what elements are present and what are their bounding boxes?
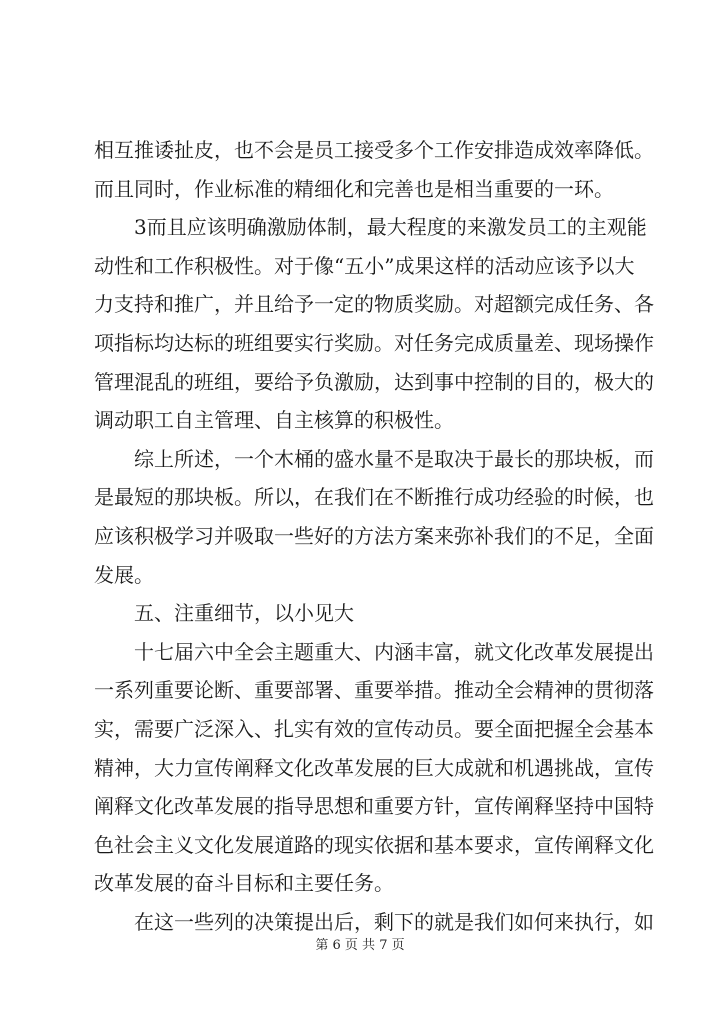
text-line: 3而且应该明确激励体制，最大程度的来激发员工的主观能 <box>134 215 647 240</box>
text-line: 一系列重要论断、重要部署、重要举措。推动全会精神的贯彻落 <box>94 678 654 703</box>
text-line: 动性和工作积极性。对于像“五小”成果这样的活动应该予以大 <box>94 253 635 278</box>
text-line: 相互推诿扯皮，也不会是员工接受多个工作安排造成效率降低。 <box>94 138 654 162</box>
text-line: 而且同时，作业标准的精细化和完善也是相当重要的一环。 <box>94 176 614 201</box>
text-line: 管理混乱的班组，要给予负激励，达到事中控制的目的，极大的 <box>94 369 654 394</box>
text-line: 阐释文化改革发展的指导思想和重要方针，宣传阐释坚持中国特 <box>94 794 654 819</box>
text-line: 应该积极学习并吸取一些好的方法方案来弥补我们的不足，全面 <box>94 523 654 548</box>
page-number-footer: 第 6 页 共 7 页 <box>315 938 405 953</box>
text-line: 发展。 <box>94 562 154 587</box>
text-line: 力支持和推广，并且给予一定的物质奖励。对超额完成任务、各 <box>94 292 654 317</box>
text-line: 在这一些列的决策提出后，剩下的就是我们如何来执行，如 <box>134 909 654 934</box>
text-line: 项指标均达标的班组要实行奖励。对任务完成质量差、现场操作 <box>94 330 654 355</box>
text-line: 色社会主义文化发展道路的现实依据和基本要求，宣传阐释文化 <box>94 832 654 857</box>
text-line: 精神，大力宣传阐释文化改革发展的巨大成就和机遇挑战，宣传 <box>94 755 654 780</box>
text-line: 综上所述，一个木桶的盛水量不是取决于最长的那块板，而 <box>134 446 654 471</box>
text-line: 调动职工自主管理、自主核算的积极性。 <box>94 408 454 433</box>
text-line: 实，需要广泛深入、扎实有效的宣传动员。要全面把握全会基本 <box>94 716 654 741</box>
text-line: 改革发展的奋斗目标和主要任务。 <box>94 871 394 896</box>
text-line: 十七届六中全会主题重大、内涵丰富，就文化改革发展提出 <box>134 639 654 664</box>
text-line: 是最短的那块板。所以，在我们在不断推行成功经验的时候，也 <box>94 485 654 510</box>
section-heading: 五、注重细节，以小见大 <box>134 601 354 626</box>
document-body <box>94 131 654 941</box>
